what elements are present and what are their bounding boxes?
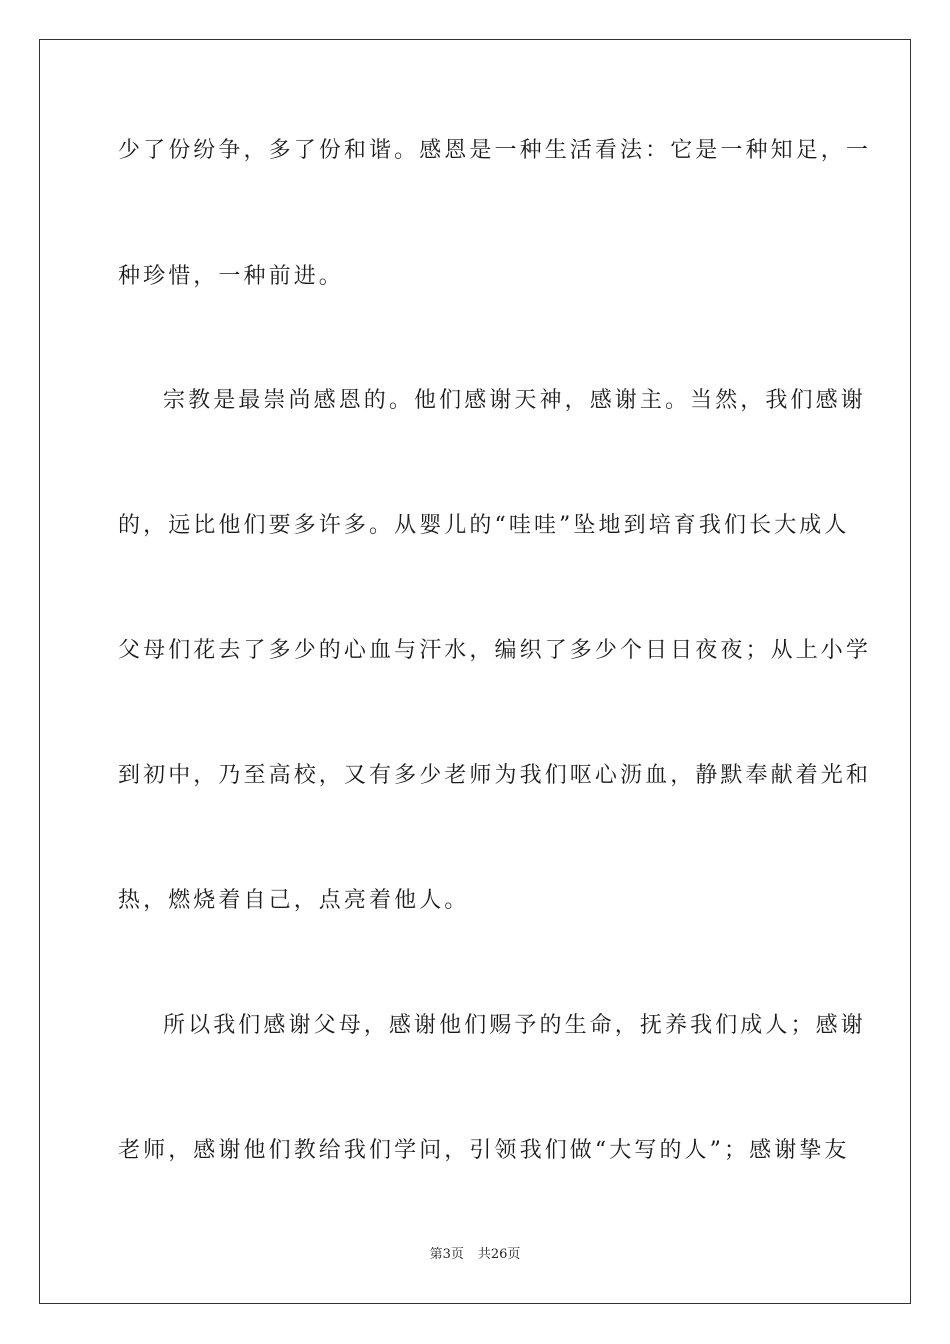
body-line-2: 种珍惜，一种前进。 [118,264,344,289]
body-line-1: 少了份纷争，多了份和谐。感恩是一种生活看法：它是一种知足，一 [118,138,872,163]
page-total: 共26页 [477,1247,521,1262]
body-line-4: 的，远比他们要多许多。从婴儿的“哇哇”坠地到培育我们长大成人 [118,513,850,538]
body-line-7: 热，燃烧着自己，点亮着他人。 [118,888,470,913]
body-line-3: 宗教是最崇尚感恩的。他们感谢天神，感谢主。当然，我们感谢 [163,388,866,413]
body-line-6: 到初中，乃至高校，又有多少老师为我们呕心沥血，静默奉献着光和 [118,763,872,788]
body-line-8: 所以我们感谢父母，感谢他们赐予的生命，抚养我们成人；感谢 [163,1013,866,1038]
body-line-9: 老师，感谢他们教给我们学问，引领我们做“大写的人”；感谢挚友 [118,1138,850,1163]
page-border [39,39,911,1304]
body-line-5: 父母们花去了多少的心血与汗水，编织了多少个日日夜夜；从上小学 [118,638,872,663]
page-number: 第3页 [429,1247,464,1262]
page-footer [0,1245,950,1265]
